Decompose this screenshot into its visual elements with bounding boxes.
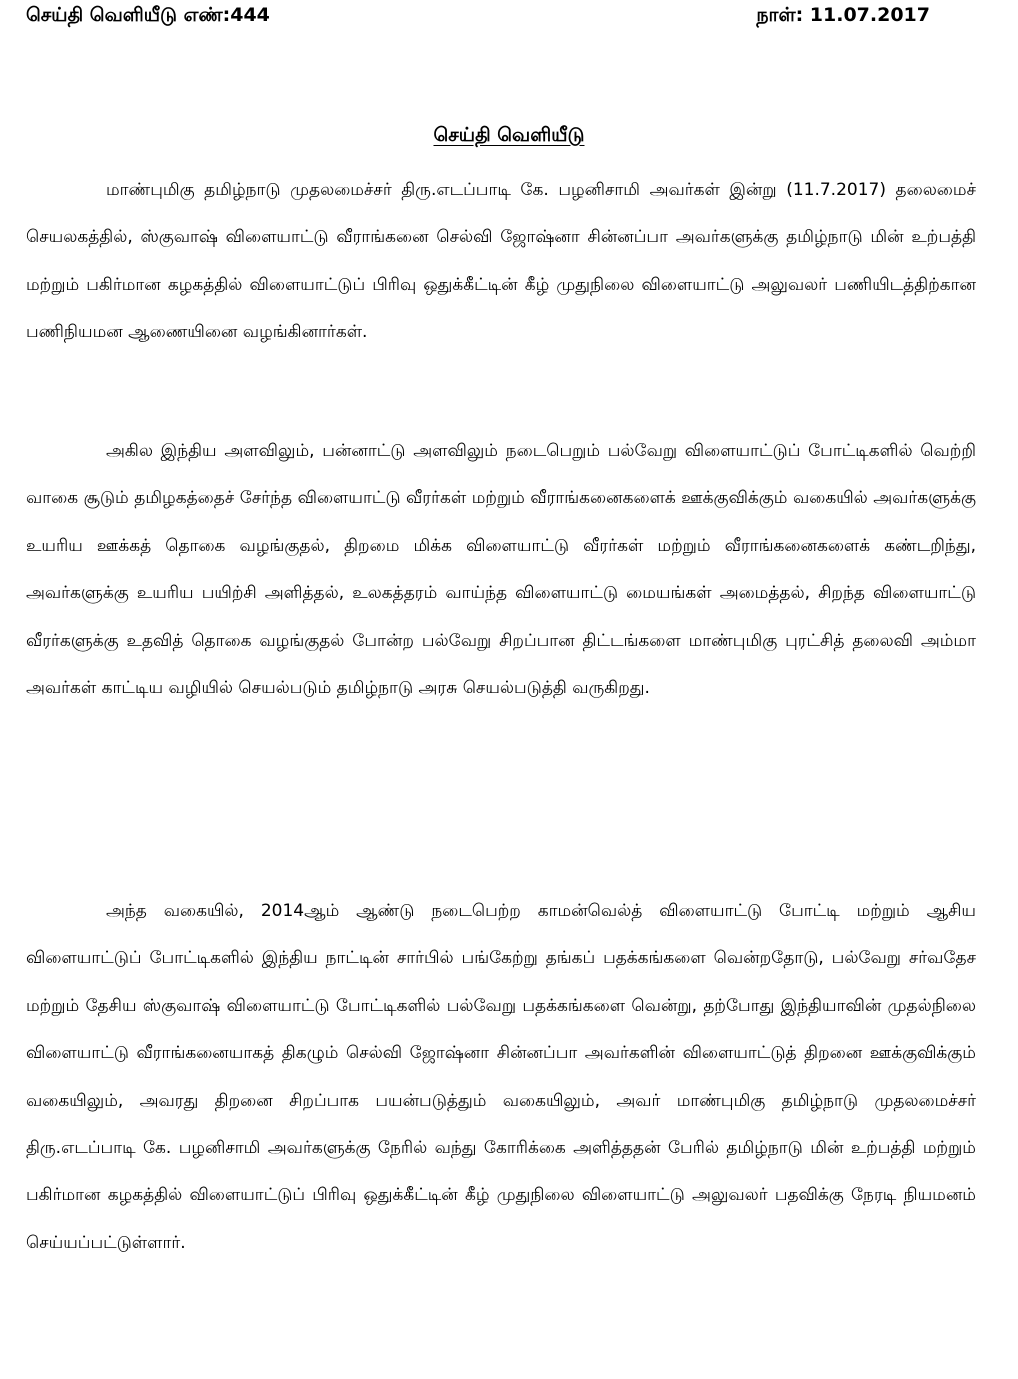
paragraph-2: அகில இந்திய அளவிலும், பன்னாட்டு அளவிலும் நடைபெறும் பல்வேறு விளையாட்டுப் போட்டிகளில் வெற்றி வாகை சூடும் தமிழகத்தைச் சேர்ந்த விளையாட்டு வீரர்கள் மற்றும் வீராங்கனைகளைக் ஊக்குவிக்கும் வகையில் அவர்களுக்கு உயரிய ஊக்கத் தொகை வழங்குதல், திறமை மிக்க விளையாட்டு வீரர்கள் மற்றும் வீராங்கனைகளைக் கண்டறிந்து, அவர்களுக்கு உயரிய பயிற்சி அளித்தல், உலகத்தரம் வாய்ந்த விளையாட்டு மையங்கள் அமைத்தல், சிறந்த விளையாட்டு வீரர்களுக்கு உதவித் தொகை வழங்குதல் போன்ற பல்வேறு சிறப்பான திட்டங்களை மாண்புமிகு புரட்சித் தலைவி அம்மா அவர்கள் காட்டிய வழியில் செயல்படும் தமிழ்நாடு அரசு செயல்படுத்தி வருகிறது. bbox=[26, 441, 976, 699]
paragraph-1: மாண்புமிகு தமிழ்நாடு முதலமைச்சர் திரு.எடப்பாடி கே. பழனிசாமி அவர்கள் இன்று (11.7.2017) தலைமைச் செயலகத்தில், ஸ்குவாஷ் விளையாட்டு வீராங்கனை செல்வி ஜோஷ்னா சின்னப்பா அவர்களுக்கு தமிழ்நாடு மின் உற்பத்தி மற்றும் பகிர்மான கழகத்தில் விளையாட்டுப் பிரிவு ஒதுக்கீட்டின் கீழ் முதுநிலை விளையாட்டு அலுவலர் பணியிடத்திற்கான பணிநியமன ஆணையினை வழங்கினார்கள். bbox=[26, 180, 976, 343]
document-title-wrapper bbox=[0, 124, 1018, 149]
release-number: செய்தி வெளியீடு எண்:444 bbox=[26, 4, 270, 26]
release-date: நாள்: 11.07.2017 bbox=[756, 4, 930, 26]
paragraph-3: அந்த வகையில், 2014ஆம் ஆண்டு நடைபெற்ற காமன்வெல்த் விளையாட்டு போட்டி மற்றும் ஆசிய விளையாட்டுப் போட்டிகளில் இந்திய நாட்டின் சார்பில் பங்கேற்று தங்கப் பதக்கங்களை வென்றதோடு, பல்வேறு சர்வதேச மற்றும் தேசிய ஸ்குவாஷ் விளையாட்டு போட்டிகளில் பல்வேறு பதக்கங்களை வென்று, தற்போது இந்தியாவின் முதல்நிலை விளையாட்டு வீராங்கனையாகத் திகழும் செல்வி ஜோஷ்னா சின்னப்பா அவர்களின் விளையாட்டுத் திறனை ஊக்குவிக்கும் வகையிலும், அவரது திறனை சிறப்பாக பயன்படுத்தும் வகையிலும், அவர் மாண்புமிகு தமிழ்நாடு முதலமைச்சர் திரு.எடப்பாடி கே. பழனிசாமி அவர்களுக்கு நேரில் வந்து கோரிக்கை அளித்ததன் பேரில் தமிழ்நாடு மின் உற்பத்தி மற்றும் பகிர்மான கழகத்தில் விளையாட்டுப் பிரிவு ஒதுக்கீட்டின் கீழ் முதுநிலை விளையாட்டு அலுவலர் பதவிக்கு நேரடி நியமனம் செய்யப்பட்டுள்ளார். bbox=[26, 901, 976, 1253]
document-header bbox=[26, 4, 992, 40]
document-title: செய்தி வெளியீடு bbox=[433, 124, 585, 146]
